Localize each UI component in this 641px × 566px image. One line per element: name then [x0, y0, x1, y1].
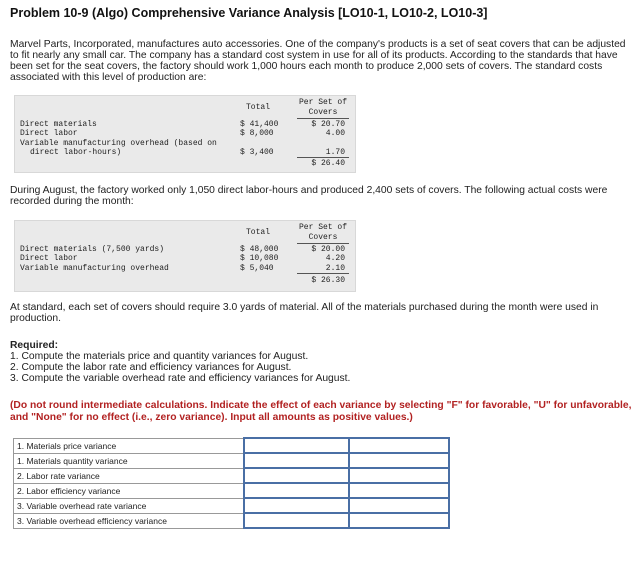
answer-row	[14, 513, 450, 528]
act-header-rule	[297, 243, 349, 244]
august-paragraph: During August, the factory worked only 1,050 direct labor-hours and produced 2,400 sets of covers. The following actual costs were recorded during the month:	[10, 185, 608, 207]
standard-cost-table	[14, 95, 356, 173]
std-row-label: Direct materials	[20, 120, 97, 129]
std-row-total: $ 8,000	[240, 129, 274, 138]
required-heading: Required:	[10, 340, 59, 351]
act-row-per-set: 4.20	[325, 254, 345, 263]
act-row-per-set: 2.10	[325, 264, 345, 273]
variance-effect-select[interactable]	[349, 513, 449, 528]
variance-effect-select[interactable]	[349, 468, 449, 483]
act-row-total: $ 10,080	[240, 254, 279, 263]
variance-amount-input[interactable]	[244, 453, 349, 468]
act-row-label: Direct materials (7,500 yards)	[20, 245, 165, 254]
answer-row-label: 1. Materials price variance	[14, 438, 245, 453]
variance-effect-select[interactable]	[349, 438, 449, 453]
problem-title: Problem 10-9 (Algo) Comprehensive Variance Analysis [LO10-1, LO10-2, LO10-3]	[10, 6, 488, 20]
std-row-per-set: 1.70	[325, 148, 345, 157]
act-row-total: $ 48,000	[240, 245, 279, 254]
standard-paragraph: At standard, each set of covers should require 3.0 yards of material. All of the materials purchased during the month were used in production.	[10, 302, 599, 324]
variance-amount-input[interactable]	[244, 483, 349, 498]
variance-amount-input[interactable]	[244, 513, 349, 528]
act-row-per-set: $ 20.00	[311, 245, 345, 254]
answer-row-label: 2. Labor efficiency variance	[14, 483, 245, 498]
std-row-label: Direct labor	[20, 129, 78, 138]
answer-row	[14, 498, 450, 513]
act-sum: $ 26.30	[311, 276, 345, 285]
answer-row-label: 1. Materials quantity variance	[14, 453, 245, 468]
answer-row	[14, 468, 450, 483]
act-sum-rule	[297, 273, 349, 274]
std-col-total: Total	[245, 103, 270, 112]
answer-table	[13, 437, 450, 529]
answer-row	[14, 453, 450, 468]
instructions-note: (Do not round intermediate calculations. Indicate the effect of each variance by selecting "F" for favorable, "U" for unfavorable, and "None" for no effect (i.e., zero variance). Input all amounts as positive values.)	[10, 400, 632, 423]
variance-amount-input[interactable]	[244, 498, 349, 513]
std-sum: $ 26.40	[311, 159, 345, 168]
std-header-rule	[297, 118, 349, 119]
act-row-total: $ 5,040	[240, 264, 274, 273]
act-col-total: Total	[245, 228, 270, 237]
std-row-label: Variable manufacturing overhead (based on	[20, 139, 217, 148]
required-item: 2. Compute the labor rate and efficiency variances for August.	[10, 362, 292, 373]
std-row-per-set: 4.00	[325, 129, 345, 138]
answer-row	[14, 438, 450, 453]
std-col-per-set: Per Set of Covers	[298, 98, 347, 117]
answer-row-label: 2. Labor rate variance	[14, 468, 245, 483]
act-col-per-set: Per Set of Covers	[298, 223, 347, 242]
variance-effect-select[interactable]	[349, 483, 449, 498]
required-item: 1. Compute the materials price and quantity variances for August.	[10, 351, 309, 362]
variance-effect-select[interactable]	[349, 453, 449, 468]
act-row-label: Variable manufacturing overhead	[20, 264, 169, 273]
required-item: 3. Compute the variable overhead rate and efficiency variances for August.	[10, 373, 351, 384]
actual-cost-table	[14, 220, 356, 292]
answer-row-label: 3. Variable overhead rate variance	[14, 498, 245, 513]
variance-effect-select[interactable]	[349, 498, 449, 513]
answer-row-label: 3. Variable overhead efficiency variance	[14, 513, 245, 528]
std-row-total: $ 41,400	[240, 120, 279, 129]
std-sum-rule	[297, 157, 349, 158]
variance-amount-input[interactable]	[244, 468, 349, 483]
std-row-total: $ 3,400	[240, 148, 274, 157]
variance-amount-input[interactable]	[244, 438, 349, 453]
std-row-per-set: $ 20.70	[311, 120, 345, 129]
intro-paragraph: Marvel Parts, Incorporated, manufactures auto accessories. One of the company's products is a set of seat covers that can be adjusted to fit nearly any small car. The company has a standard cost system in use for all of its products. According to the standards that have been set for the seat covers, the factory should work 1,000 hours each month to produce 2,000 sets of covers. The standard costs associated with this level of production are:	[10, 39, 626, 83]
std-row-label-cont: direct labor-hours)	[30, 148, 122, 157]
answer-row	[14, 483, 450, 498]
act-row-label: Direct labor	[20, 254, 78, 263]
